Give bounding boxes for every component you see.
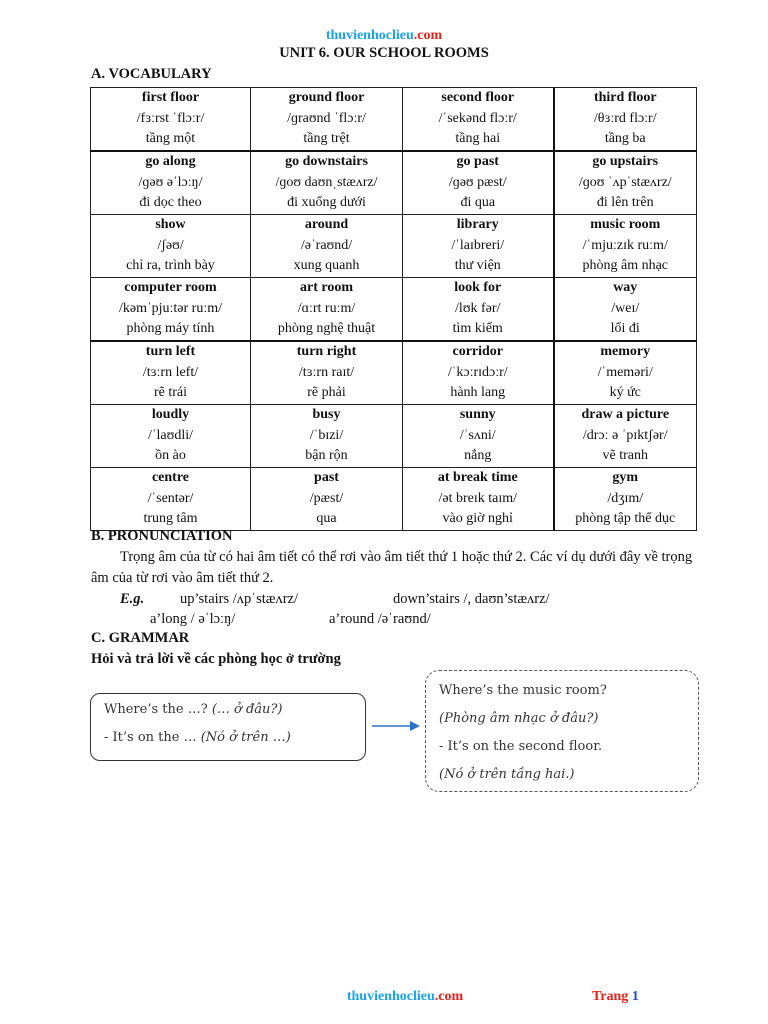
pattern-question: Where’s the …? bbox=[104, 702, 208, 717]
vocab-meaning: ồn ào bbox=[155, 448, 186, 463]
vocab-meaning: rẽ phải bbox=[307, 385, 346, 400]
section-vocabulary-title: A. VOCABULARY bbox=[91, 66, 212, 82]
vocab-ipa: /ʃəʊ/ bbox=[157, 237, 184, 253]
grammar-example-box bbox=[425, 670, 699, 792]
vocab-word: turn left bbox=[145, 344, 196, 359]
vocab-word: at break time bbox=[437, 470, 518, 485]
vocab-cell bbox=[251, 405, 403, 468]
vocab-word: go downstairs bbox=[285, 154, 368, 169]
example-label: E.g. bbox=[120, 591, 145, 607]
vocab-word: third floor bbox=[593, 90, 657, 105]
example-upstairs: up’stairs /ʌpˈstæʌrz/ bbox=[180, 591, 299, 607]
vocabulary-table bbox=[90, 87, 697, 531]
vocab-meaning: xung quanh bbox=[293, 258, 360, 273]
vocab-cell bbox=[251, 278, 403, 342]
vocab-word: library bbox=[456, 217, 499, 232]
vocab-cell bbox=[554, 215, 697, 278]
page-number bbox=[592, 989, 639, 1005]
table-row bbox=[91, 341, 697, 405]
vocab-ipa: /tɜːrn raɪt/ bbox=[298, 364, 355, 380]
vocab-meaning: vào giờ nghỉ bbox=[442, 511, 513, 526]
vocab-word: go upstairs bbox=[592, 154, 659, 169]
vocab-cell bbox=[251, 468, 403, 531]
vocab-meaning: tầng ba bbox=[604, 131, 646, 146]
vocab-ipa: /kəmˈpjuːtər ruːm/ bbox=[118, 300, 223, 316]
vocab-word: ground floor bbox=[288, 90, 365, 105]
page-label: Trang bbox=[592, 989, 629, 1004]
vocab-word: go along bbox=[145, 154, 196, 169]
vocab-cell bbox=[91, 341, 251, 405]
vocab-meaning: đi lên trên bbox=[596, 195, 654, 210]
table-row bbox=[91, 278, 697, 342]
vocab-word: gym bbox=[612, 470, 639, 485]
footer-site-domain: .com bbox=[434, 989, 464, 1004]
vocab-word: memory bbox=[600, 344, 651, 359]
example-around: a’round /əˈraʊnd/ bbox=[329, 611, 431, 627]
vocab-cell bbox=[403, 341, 554, 405]
vocab-ipa: /ɡəʊ əˈlɔːŋ/ bbox=[138, 174, 203, 190]
pronunciation-text-line1: Trọng âm của từ có hai âm tiết có thể rơi vào âm tiết thứ 1 hoặc thứ 2. Các ví dụ dưới đây về trọng bbox=[120, 549, 693, 565]
vocab-word: first floor bbox=[141, 90, 200, 105]
example-answer: - It’s on the second floor. bbox=[439, 739, 603, 754]
section-grammar-title: C. GRAMMAR bbox=[91, 630, 190, 646]
example-downstairs: down’stairs /, daʊn’stæʌrz/ bbox=[393, 591, 550, 607]
vocab-meaning: rẽ trái bbox=[153, 385, 188, 400]
vocab-word: second floor bbox=[441, 90, 515, 105]
arrow-right-icon bbox=[370, 718, 422, 734]
vocab-word: past bbox=[314, 470, 339, 485]
vocab-meaning: tầng một bbox=[145, 131, 196, 146]
vocab-cell bbox=[554, 151, 697, 215]
vocab-word: around bbox=[304, 217, 349, 232]
vocab-meaning: bận rộn bbox=[305, 448, 348, 463]
vocab-ipa: /ˈmjuːzɪk ruːm/ bbox=[582, 237, 668, 253]
vocab-word: corridor bbox=[452, 344, 504, 359]
vocab-meaning: thư viện bbox=[454, 258, 501, 273]
vocab-meaning: nắng bbox=[464, 448, 492, 463]
vocab-ipa: /weɪ/ bbox=[611, 300, 640, 316]
table-row bbox=[91, 215, 697, 278]
vocab-cell bbox=[91, 468, 251, 531]
vocab-meaning: đi qua bbox=[460, 195, 496, 210]
vocab-ipa: /ˈlaɪbreri/ bbox=[451, 237, 505, 253]
vocab-ipa: /pæst/ bbox=[309, 490, 344, 506]
vocab-cell bbox=[554, 405, 697, 468]
grammar-pattern-box bbox=[90, 693, 366, 761]
vocab-meaning: ký ức bbox=[609, 385, 641, 400]
vocab-word: computer room bbox=[124, 280, 217, 295]
vocab-ipa: /ˈbɪzi/ bbox=[309, 427, 344, 443]
page-title: UNIT 6. OUR SCHOOL ROOMS bbox=[279, 45, 489, 61]
pattern-answer: - It’s on the … bbox=[104, 730, 197, 745]
vocab-word: art room bbox=[300, 280, 353, 295]
vocab-word: busy bbox=[312, 407, 341, 422]
vocab-ipa: /ɡraʊnd ˈflɔːr/ bbox=[287, 110, 366, 126]
vocab-meaning: phòng máy tính bbox=[126, 321, 215, 336]
site-domain: .com bbox=[413, 28, 443, 43]
vocab-word: music room bbox=[590, 217, 661, 232]
vocab-meaning: qua bbox=[316, 511, 337, 526]
vocab-word: show bbox=[155, 217, 186, 232]
vocab-word: way bbox=[613, 280, 638, 295]
vocab-ipa: /tɜːrn left/ bbox=[142, 364, 199, 380]
vocab-cell bbox=[403, 468, 554, 531]
vocab-meaning: phòng âm nhạc bbox=[582, 258, 669, 273]
vocab-cell bbox=[403, 278, 554, 342]
vocab-ipa: /fɜːrst ˈflɔːr/ bbox=[136, 110, 205, 126]
vocab-word: go past bbox=[456, 154, 499, 169]
vocab-word: loudly bbox=[151, 407, 190, 422]
vocab-ipa: /ət breɪk taɪm/ bbox=[438, 490, 518, 506]
section-pronunciation-title: B. PRONUNCIATION bbox=[91, 528, 233, 544]
vocab-ipa: /drɔː ə ˈpɪktʃər/ bbox=[582, 427, 668, 443]
vocab-cell bbox=[554, 468, 697, 531]
vocab-meaning: đi dọc theo bbox=[139, 195, 202, 210]
vocab-cell bbox=[91, 151, 251, 215]
vocab-ipa: /ˈkɔːrɪdɔːr/ bbox=[447, 364, 508, 380]
vocab-ipa: /ˈmeməri/ bbox=[597, 364, 653, 380]
vocab-ipa: /θɜːrd flɔːr/ bbox=[593, 110, 657, 126]
vocab-ipa: /ɡəʊ pæst/ bbox=[448, 174, 507, 190]
vocab-meaning: vẽ tranh bbox=[602, 448, 648, 463]
vocab-cell bbox=[251, 88, 403, 152]
vocab-word: draw a picture bbox=[581, 407, 670, 422]
vocab-cell bbox=[91, 405, 251, 468]
vocab-meaning: tìm kiếm bbox=[452, 321, 503, 336]
vocab-meaning: tầng trệt bbox=[303, 131, 350, 146]
vocab-cell bbox=[554, 278, 697, 342]
vocab-meaning: trung tâm bbox=[143, 511, 198, 526]
vocab-word: sunny bbox=[459, 407, 496, 422]
page-number-value: 1 bbox=[631, 989, 639, 1004]
vocab-ipa: /əˈraʊnd/ bbox=[300, 237, 353, 253]
pronunciation-text-line2: âm của từ rơi vào âm tiết thứ 2. bbox=[91, 570, 274, 586]
vocab-cell bbox=[403, 88, 554, 152]
site-name: thuvienhoclieu bbox=[325, 28, 414, 43]
vocab-ipa: /ˈlaʊdli/ bbox=[147, 427, 193, 443]
table-row bbox=[91, 468, 697, 531]
vocab-meaning: tầng hai bbox=[455, 131, 501, 146]
vocab-ipa: /lʊk fər/ bbox=[455, 300, 501, 316]
vocab-meaning: lối đi bbox=[610, 321, 640, 336]
vocab-cell bbox=[251, 215, 403, 278]
vocab-word: centre bbox=[151, 470, 190, 485]
vocab-ipa: /ˈsekənd flɔːr/ bbox=[438, 110, 517, 126]
footer-site-name: thuvienhoclieu bbox=[346, 989, 435, 1004]
example-question-translation: (Phòng âm nhạc ở đâu?) bbox=[439, 711, 599, 726]
vocab-meaning: đi xuống dưới bbox=[287, 195, 366, 210]
vocab-ipa: /ɑːrt ruːm/ bbox=[297, 300, 356, 316]
pattern-question-translation: (… ở đâu?) bbox=[211, 702, 283, 717]
vocab-ipa: /ɡoʊ ˈʌpˈstæʌrz/ bbox=[578, 174, 672, 190]
example-question: Where’s the music room? bbox=[439, 683, 607, 698]
vocab-ipa: /ˈsentər/ bbox=[147, 490, 194, 506]
grammar-subtitle: Hỏi và trả lời về các phòng học ở trường bbox=[91, 651, 341, 667]
vocab-ipa: /ˈsʌni/ bbox=[459, 427, 496, 443]
site-header-link[interactable] bbox=[0, 28, 768, 44]
example-answer-translation: (Nó ở trên tầng hai.) bbox=[439, 767, 575, 782]
vocab-cell bbox=[251, 151, 403, 215]
vocab-ipa: /dʒɪm/ bbox=[607, 490, 644, 506]
table-row bbox=[91, 405, 697, 468]
vocab-meaning: chỉ ra, trình bày bbox=[126, 258, 215, 273]
vocab-meaning: hành lang bbox=[450, 385, 506, 400]
vocab-word: turn right bbox=[296, 344, 357, 359]
table-row bbox=[91, 151, 697, 215]
vocab-cell bbox=[403, 405, 554, 468]
vocab-cell bbox=[554, 341, 697, 405]
vocab-cell bbox=[403, 151, 554, 215]
vocab-cell bbox=[554, 88, 697, 152]
vocab-word: look for bbox=[454, 280, 502, 295]
vocab-meaning: phòng nghệ thuật bbox=[277, 321, 376, 336]
site-footer-link[interactable] bbox=[0, 989, 768, 1005]
vocab-cell bbox=[91, 88, 251, 152]
example-along: a’long / əˈlɔːŋ/ bbox=[150, 611, 236, 627]
vocab-meaning: phòng tập thể dục bbox=[575, 511, 676, 526]
vocab-ipa: /ɡoʊ daʊnˌstæʌrz/ bbox=[275, 174, 378, 190]
table-row bbox=[91, 88, 697, 152]
pattern-answer-translation: (Nó ở trên …) bbox=[200, 730, 291, 745]
vocab-cell bbox=[403, 215, 554, 278]
vocab-cell bbox=[251, 341, 403, 405]
vocab-cell bbox=[91, 278, 251, 342]
vocab-cell bbox=[91, 215, 251, 278]
